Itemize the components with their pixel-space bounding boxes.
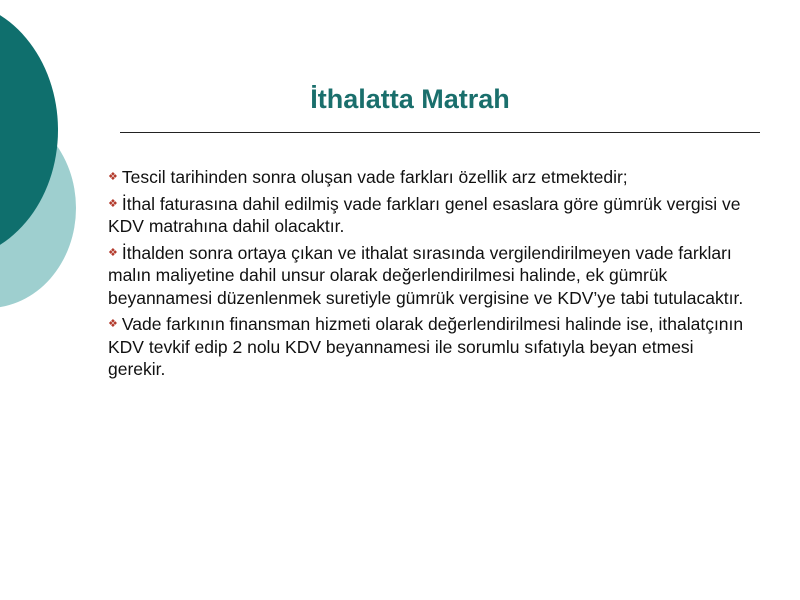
bullet-text: İthal faturasına dahil edilmiş vade farkları genel esaslara göre gümrük vergisi ve KDV matrahına dahil olacaktır.: [108, 193, 741, 236]
bullet-text: İthalden sonra ortaya çıkan ve ithalat sırasında vergilendirilmeyen vade farkları malın maliyetine dahil unsur olarak değerlendirilmesi halinde, ek gümrük beyannamesi düzenlenmek suretiyle gümrük vergisine ve KDV’ye tabi tutulacaktır.: [108, 242, 744, 308]
bullet-list: [108, 166, 748, 385]
diamond-bullet-icon: ❖: [108, 318, 118, 330]
diamond-bullet-icon: ❖: [108, 246, 118, 259]
bullet-text: Tescil tarihinden sonra oluşan vade farkları özellik arz etmektedir;: [121, 167, 628, 187]
title-divider: [120, 132, 760, 133]
slide-title: İthalatta Matrah: [310, 84, 510, 114]
diamond-bullet-icon: ❖: [108, 197, 118, 210]
bullet-text: Vade farkının finansman hizmeti olarak değerlendirilmesi halinde ise, ithalatçının KDV tevkif edip 2 nolu KDV beyannamesi ile sorumlu sıfatıyla beyan etmesi gerekir.: [108, 314, 744, 379]
list-item: [108, 242, 748, 310]
list-item: [108, 313, 748, 381]
list-item: [108, 193, 748, 238]
list-item: [108, 166, 748, 189]
diamond-bullet-icon: ❖: [108, 171, 118, 183]
